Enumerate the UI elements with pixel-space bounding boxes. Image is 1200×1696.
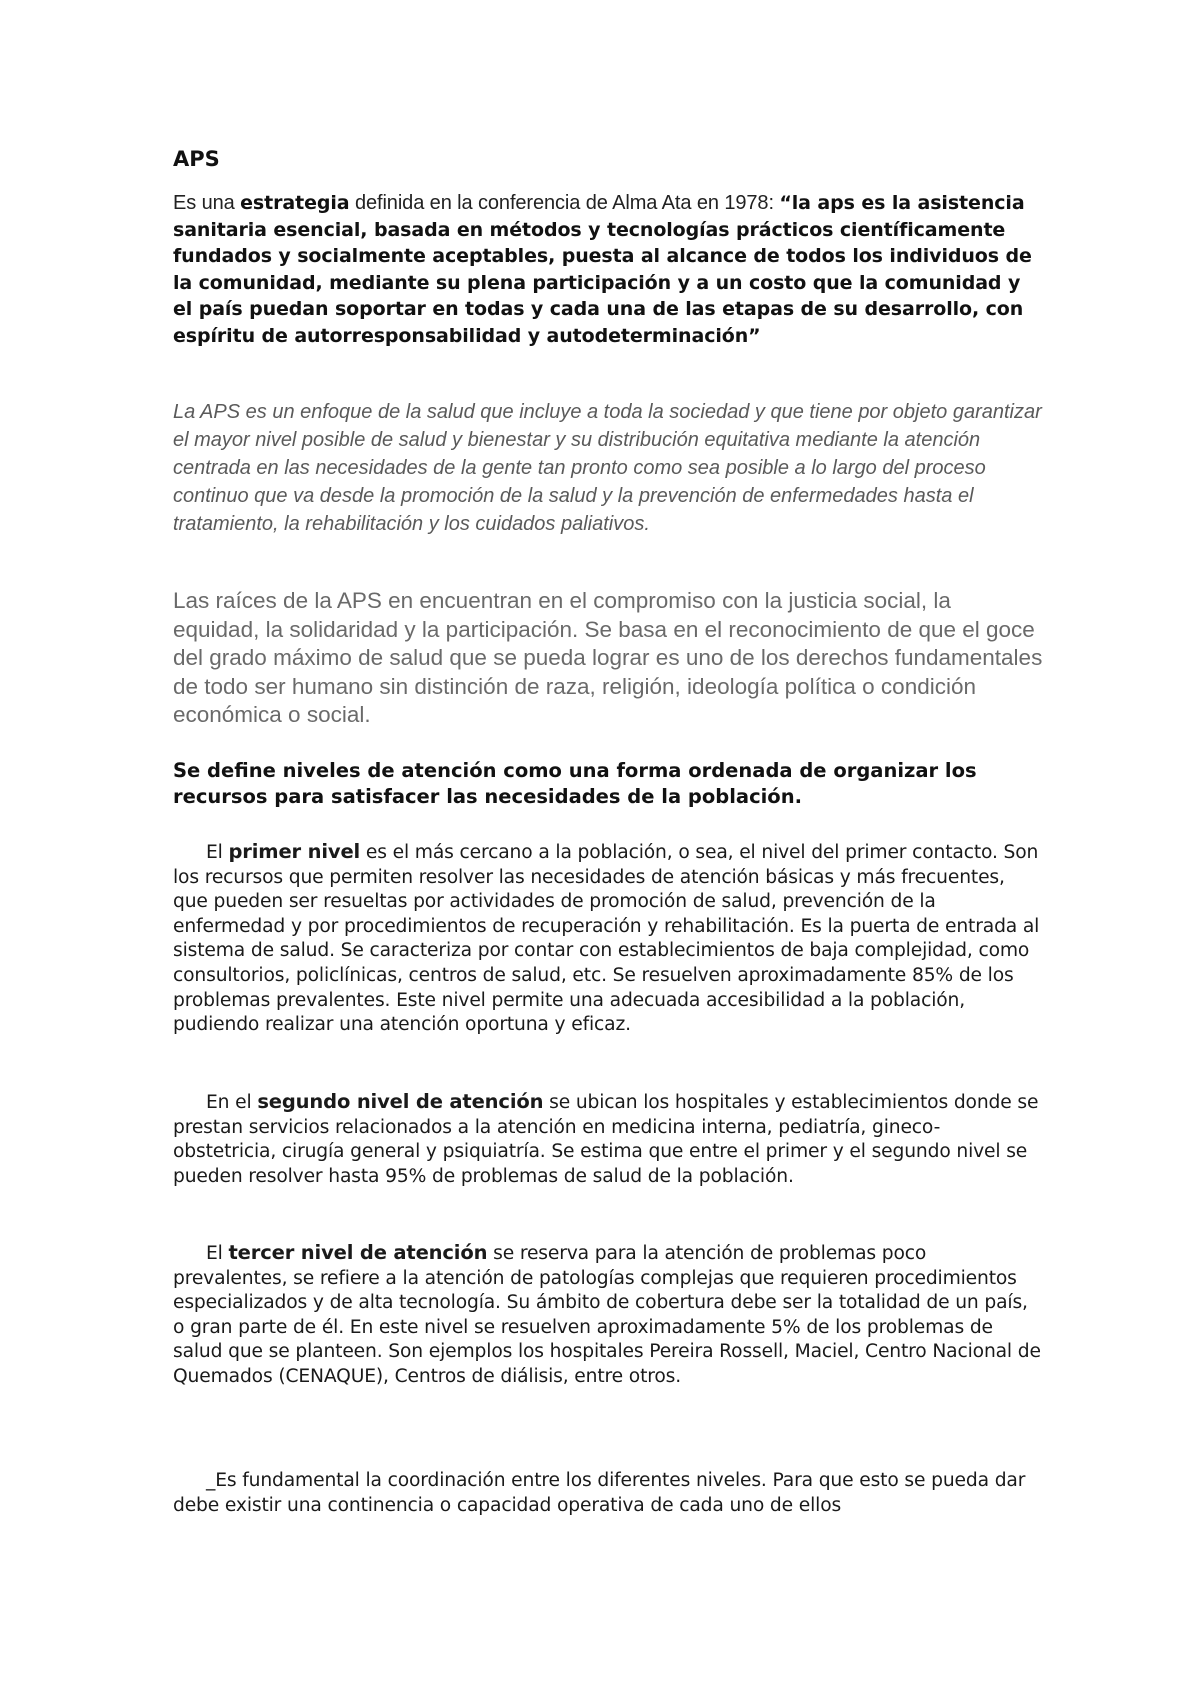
segundo-nivel-paragraph	[173, 1090, 1043, 1189]
primer-nivel-prefix: El	[206, 842, 229, 863]
tercer-nivel-keyword: tercer nivel de atención	[228, 1241, 488, 1264]
tercer-nivel-prefix: El	[206, 1243, 229, 1264]
coordinacion-text: _Es fundamental la coordinación entre los diferentes niveles. Para que esto se pueda dar debe existir una continencia o capacidad operativa de cada uno de ellos	[173, 1470, 1026, 1516]
tercer-nivel-paragraph	[173, 1241, 1043, 1390]
intro-prefix: Es una	[173, 192, 241, 214]
tercer-nivel-text: se reserva para la atención de problemas poco prevalentes, se refiere a la atención de patologías complejas que requieren procedimientos especializados y de alta tecnología. Su ámbito de cobertura debe ser la totalidad de un país, o gran parte de él. En este nivel se resuelven aproximadamente 5% de los problemas de salud que se planteen. Son ejemplos los hospitales Pereira Rossell, Maciel, Centro Nacional de Quemados (CENAQUE), Centros de diálisis, entre otros.	[173, 1243, 1041, 1387]
intro-keyword: estrategia	[240, 192, 350, 214]
segundo-nivel-text: se ubican los hospitales y establecimientos donde se prestan servicios relacionados a la atención en medicina interna, pediatría, gineco-obstetricia, cirugía general y psiquiatría. Se estima que entre el primer y el segundo nivel se pueden resolver hasta 95% de problemas de salud de la población.	[173, 1092, 1039, 1187]
segundo-nivel-keyword: segundo nivel de atención	[257, 1090, 544, 1113]
document-title: APS	[173, 147, 220, 171]
intro-paragraph	[173, 190, 1043, 350]
aps-roots-paragraph: Las raíces de la APS en encuentran en el compromiso con la justicia social, la equidad, la solidaridad y la participación. Se basa en el reconocimiento de que el goce del grado máximo de salud que se pueda lograr es uno de los derechos fundamentales de todo ser humano sin distinción de raza, religión, ideología política o condición económica o social.	[173, 588, 1043, 727]
primer-nivel-keyword: primer nivel	[228, 840, 361, 863]
coordinacion-paragraph	[173, 1469, 1043, 1518]
segundo-nivel-prefix: En el	[206, 1092, 258, 1113]
primer-nivel-text: es el más cercano a la población, o sea, el nivel del primer contacto. Son los recursos que permiten resolver las necesidades de atención básicas y más frecuentes, que pueden ser resueltas por actividades de promoción de salud, prevención de la enfermedad y por procedimientos de recuperación y rehabilitación. Es la puerta de entrada al sistema de salud. Se caracteriza por contar con establecimientos de baja complejidad, como consultorios, policlínicas, centros de salud, etc. Se resuelven aproximadamente 85% de los problemas prevalentes. Este nivel permite una adecuada accesibilidad a la población, pudiendo realizar una atención oportuna y eficaz.	[173, 842, 1040, 1036]
aps-definition-italic: La APS es un enfoque de la salud que incluye a toda la sociedad y que tiene por objeto garantizar el mayor nivel posible de salud y bienestar y su distribución equitativa mediante la atención centrada en las necesidades de la gente tan pronto como sea posible a lo largo del proceso continuo que va desde la promoción de la salud y la prevención de enfermedades hasta el tratamiento, la rehabilitación y los cuidados paliativos.	[173, 401, 1042, 535]
primer-nivel-paragraph	[173, 840, 1043, 1038]
alma-ata-quote: “la aps es la asistencia sanitaria esencial, basada en métodos y tecnologías prácticos científicamente fundados y socialmente aceptables, puesta al alcance de todos los individuos de la comunidad, mediante su plena participación y a un costo que la comunidad y el país puedan soportar en todas y cada una de las etapas de su desarrollo, con espíritu de autorresponsabilidad y autodeterminación”	[173, 192, 1032, 347]
levels-definition: Se define niveles de atención como una forma ordenada de organizar los recursos para satisfacer las necesidades de la población.	[173, 759, 977, 808]
intro-middle: definida en la conferencia de Alma Ata en 1978:	[349, 192, 780, 214]
